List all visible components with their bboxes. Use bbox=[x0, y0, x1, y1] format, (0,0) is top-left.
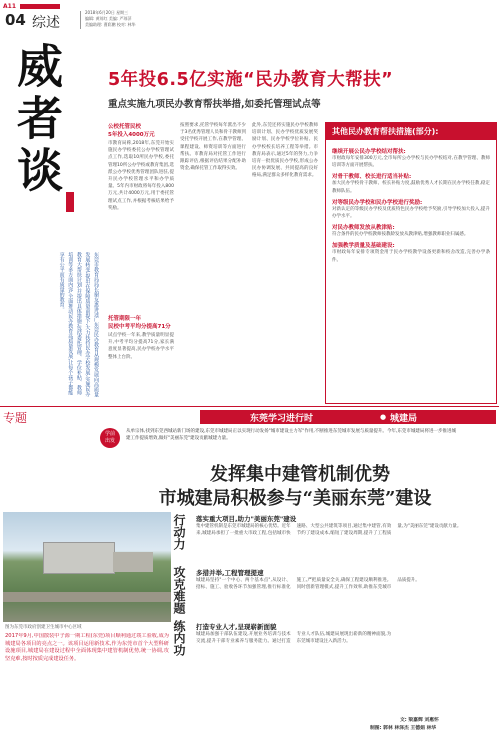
sidebar-item-text: 市财政每年安排300万元,全市每所公办学校与民办学校结对,在教学管理、教师培训等方面开展帮扶。 bbox=[332, 156, 490, 169]
lower-headline-2: 市城建局积极参与“美丽东莞”建设 bbox=[158, 488, 432, 509]
sidebar-item bbox=[332, 198, 490, 220]
upper-subheadline: 重点实施九项民办教育帮扶举措,如委托管理试点等 bbox=[108, 99, 321, 110]
calligraphy-seal bbox=[66, 192, 74, 212]
sidebar-item-title: 对骨干教师、校长进行适当补贴: bbox=[332, 174, 412, 181]
topic-banner: 东莞学习进行时 bbox=[250, 414, 314, 424]
header-divider bbox=[80, 11, 81, 29]
sidebar-item-text: 对新认定的等级民办学校及优质特色民办学校给予奖励,引导学校加大投入,提升办学水平。 bbox=[332, 206, 490, 220]
editors-line: 编辑: 黄琼红 美编: 严琼萍 bbox=[85, 16, 132, 21]
lower-section-3 bbox=[196, 622, 492, 702]
sidebar-title: 其他民办教育帮扶措施(部分): bbox=[326, 123, 496, 140]
proof-line: 美编助理: 曹彩鹏 校对: 林华 bbox=[85, 22, 136, 27]
sec2-text: 城建局坚持"一个中心、两个基本点",从设计、招标、施工、验收各环节加强管理,推行标准化施工,严把质量安全关,确保工程建设顺利推进。同时创新管理模式,提升工作效率,助推东莞城市品质提升。 bbox=[196, 578, 420, 591]
side-vertical-intro: 东莞市教育局局长谢友惠讲述广东莞民办教育从规模发展向高质量发展转变,提出在保障质量前提下,大力扶持民办学校发展,实施民办教育大帮扶计划,并提出具体措施,包括委托管理、学位补贴、教师培训等多方面内容,全面推动民办教育高质量发展,让每个孩子都能享有公平而有质量的教育。 bbox=[58, 252, 99, 397]
sidebar-item bbox=[332, 147, 490, 169]
sec2-title: 多措并举,工程管理提速 bbox=[196, 569, 264, 577]
badge-line2: 出发 bbox=[104, 438, 115, 444]
sidebar-box bbox=[325, 122, 497, 404]
upper-col3: 此外,东莞还将实施民办学校教师培训计划、民办学校优质发展奖励计划、民办学校学位补贴、民办学校校长培养工程等举措。市教育局表示,通过5年的努力,力争培育一批优质民办学校,形成公办民办协调发展、共同提高的良好格局,满足群众多样化教育需求。 bbox=[252, 123, 318, 179]
page-header bbox=[0, 0, 499, 30]
col1-sub3: 托管期限一年 bbox=[108, 316, 142, 322]
sidebar-item-title: 对等级民办学校和民办学校进行奖励: bbox=[332, 199, 423, 206]
topic-banner-dot: ● bbox=[380, 413, 387, 421]
sidebar-item bbox=[332, 223, 490, 238]
sidebar-item-text: 符合条件的民办学校教师按教龄发放从教津贴,增强教师职业归属感。 bbox=[332, 232, 469, 238]
sidebar-item-title: 加强教学质量及基础建设: bbox=[332, 243, 395, 250]
intro-badge bbox=[100, 428, 120, 448]
header-bar bbox=[20, 4, 60, 9]
sec3-title: 打造专业人才,呈现崭新面貌 bbox=[196, 623, 277, 631]
col1-sub1: 公校托管民校 bbox=[108, 124, 142, 130]
author-line-2: 制图: 郭林 林泽杰 王德娟 林华 bbox=[370, 726, 437, 731]
photo-building bbox=[113, 552, 153, 572]
calligraphy-title bbox=[4, 42, 84, 242]
sidebar-item-title: 继续开展公民办学校结对帮扶: bbox=[332, 149, 406, 155]
lower-section-2 bbox=[196, 568, 492, 620]
sec3-text: 城建局加强干部队伍建设,开展业务培训与技术交流,提升干部专业素养与服务能力。通过打造专业人才队伍,城建局展现出崭新的精神面貌,为东莞城市建设注入新活力。 bbox=[196, 632, 392, 645]
sec1-title: 落实重大项目,助力"美丽东莞"建设 bbox=[196, 515, 297, 523]
page-number: 04 bbox=[5, 11, 26, 29]
construction-photo bbox=[3, 512, 171, 622]
topic-banner-suffix: 城建局 bbox=[390, 414, 418, 424]
col1-text: 市教育局称,2018年,东莞开始实施民办学校委托公办学校管理试点工作,选取10所民办学校,委托管理10所公办学校或教育集团,选派公办学校优秀管理团队进驻,提升民办学校管理水平和办学质量。5年内市财政将每年投入800万元,共计4000万元,用于委托管理试点工作,并根据考核结果给予奖励。 bbox=[108, 141, 174, 211]
sidebar-item-text: 加大民办学校骨干教师、校长补贴力度,鼓励优秀人才长期在民办学校任教,稳定教师队伍。 bbox=[332, 181, 490, 194]
col1-sub4: 民校中考平均分提高71分 bbox=[108, 324, 171, 330]
side-label-tackle: 攻克难题 bbox=[172, 566, 186, 614]
badge-line1: 学前 bbox=[104, 431, 115, 437]
upper-headline: 5年投6.5亿实施“民办教育大帮扶” bbox=[108, 70, 394, 90]
caption-text: 2017年9月,中国散装中子源一期工程(东莞)项目顺利通过竣工验收,成为城建局各项目的亮点之一。该项目运用新技术,作为东莞市首个大型科研设施项目,城建局在建设过程中全面体现集中建管机制优势,统一协调,攻坚克难,按时按质完成建设任务。 bbox=[5, 633, 169, 662]
photo-building bbox=[43, 542, 115, 574]
photo-caption: 图为东莞市政府创建卫生城市中心区域 bbox=[5, 625, 82, 630]
col1-sub2: 5年投入4000万元 bbox=[108, 132, 155, 138]
lower-intro: 从单宗体,找到东莞西城站新门场的建设,东莞市城建局正以实现行动发扬"城市建设主力军"作用,不断推进东莞城市发展与质量提升。今年,东莞市城建局将进一步推进城建工作提质增效,做好"美丽东莞"建设贡献城建力量。 bbox=[126, 429, 456, 442]
section-title: 综述 bbox=[32, 15, 60, 31]
calligraphy-text: 威者谈 bbox=[10, 42, 64, 198]
side-label-skill: 练内功 bbox=[172, 620, 186, 656]
col1-text2: 试点学校一年来,教学质量明显提升,中考平均分提高71分,家长满意度显著提高,民办学校办学水平整体上台阶。 bbox=[108, 333, 174, 360]
side-label-action: 行动力 bbox=[172, 514, 186, 550]
sidebar-item-title: 对民办教师发放从教津贴: bbox=[332, 225, 395, 232]
topic-banner-bar bbox=[200, 410, 496, 424]
sec1-text: 集中建管机制是东莞市城建局的核心优势。近年来,城建局承担了一批重大市政工程,包括城市快速路、大型公共建筑等项目,通过集中建管,有效节约了建设成本,缩短了建设周期,提升了工程质量,为"美丽东莞"建设贡献力量。 bbox=[196, 524, 462, 537]
paper-code: A11 bbox=[3, 3, 16, 10]
lower-section-1 bbox=[196, 514, 492, 566]
sidebar-item-text: 市财政每年安排专项资金用于民办学校教学设备更新和校舍改造,完善办学条件。 bbox=[332, 250, 490, 263]
upper-col1 bbox=[108, 122, 174, 402]
photo-road bbox=[3, 592, 171, 602]
sidebar-item bbox=[332, 241, 490, 263]
topic-tab: 专题 bbox=[3, 411, 28, 425]
author-line-1: 文: 梁嘉辉 刘惠怀 bbox=[400, 718, 439, 723]
upper-col2: 按照要求,托管学校每年派出不少于3名优秀管理人员和骨干教师到受托学校开展工作,在教学管理、课程建设、师资培训等方面进行帮扶。市教育局对托管工作进行跟踪评估,根据评估结果分配补助资金,确保托管工作取得实效。 bbox=[180, 123, 246, 172]
section-divider bbox=[0, 406, 499, 407]
lower-headline-1: 发挥集中建管机制优势 bbox=[210, 464, 390, 485]
date-line: 2018年6月20日 星期三 bbox=[85, 10, 129, 15]
sidebar-item bbox=[332, 172, 490, 194]
